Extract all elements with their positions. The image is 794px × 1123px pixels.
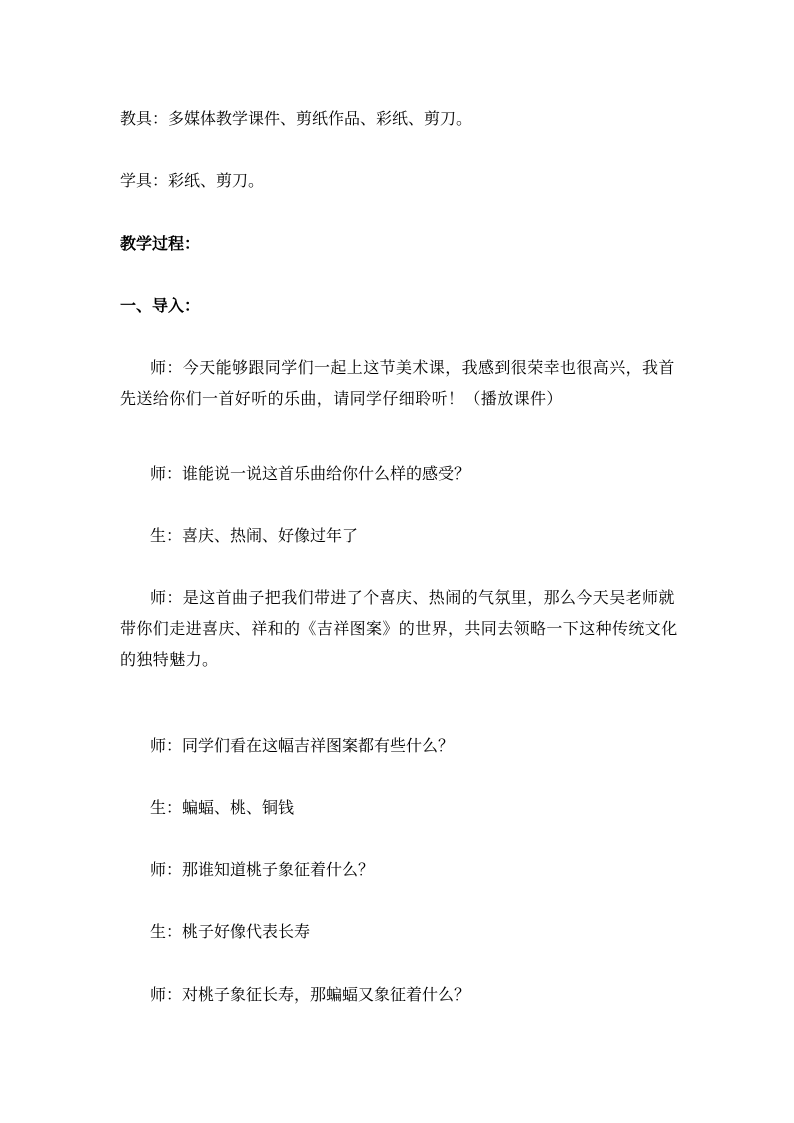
teaching-aids-line: 教具：多媒体教学课件、剪纸作品、彩纸、剪刀。 xyxy=(120,109,473,128)
student-answer-bat-peach-coin: 生：蝙蝠、桃、铜钱 xyxy=(150,798,295,817)
section-introduction-heading: 一、导入： xyxy=(120,296,201,315)
student-answer-festive: 生：喜庆、热闹、好像过年了 xyxy=(150,526,359,545)
teacher-question-bat-meaning: 师：对桃子象征长寿，那蝙蝠又象征着什么？ xyxy=(150,985,471,1004)
teaching-process-heading: 教学过程： xyxy=(120,234,201,253)
teacher-question-feeling: 师：谁能说一说这首乐曲给你什么样的感受？ xyxy=(150,464,471,483)
teacher-question-pattern-contents: 师：同学们看在这幅吉祥图案都有些什么？ xyxy=(150,736,455,755)
student-answer-longevity: 生：桃子好像代表长寿 xyxy=(150,922,311,941)
teacher-intro-auspicious-patterns: 师：是这首曲子把我们带进了个喜庆、热闹的气氛里，那么今天吴老师就带你们走进喜庆、祥和的《吉祥图案》的世界，共同去领略一下这种传统文化的独特魅力。 xyxy=(120,588,678,669)
teacher-question-peach-meaning: 师：那谁知道桃子象征着什么？ xyxy=(150,860,375,879)
teacher-opening-paragraph: 师：今天能够跟同学们一起上这节美术课，我感到很荣幸也很高兴，我首先送给你们一首好听的乐曲，请同学仔细聆听！（播放课件） xyxy=(120,358,675,408)
student-tools-line: 学具：彩纸、剪刀。 xyxy=(120,171,265,190)
